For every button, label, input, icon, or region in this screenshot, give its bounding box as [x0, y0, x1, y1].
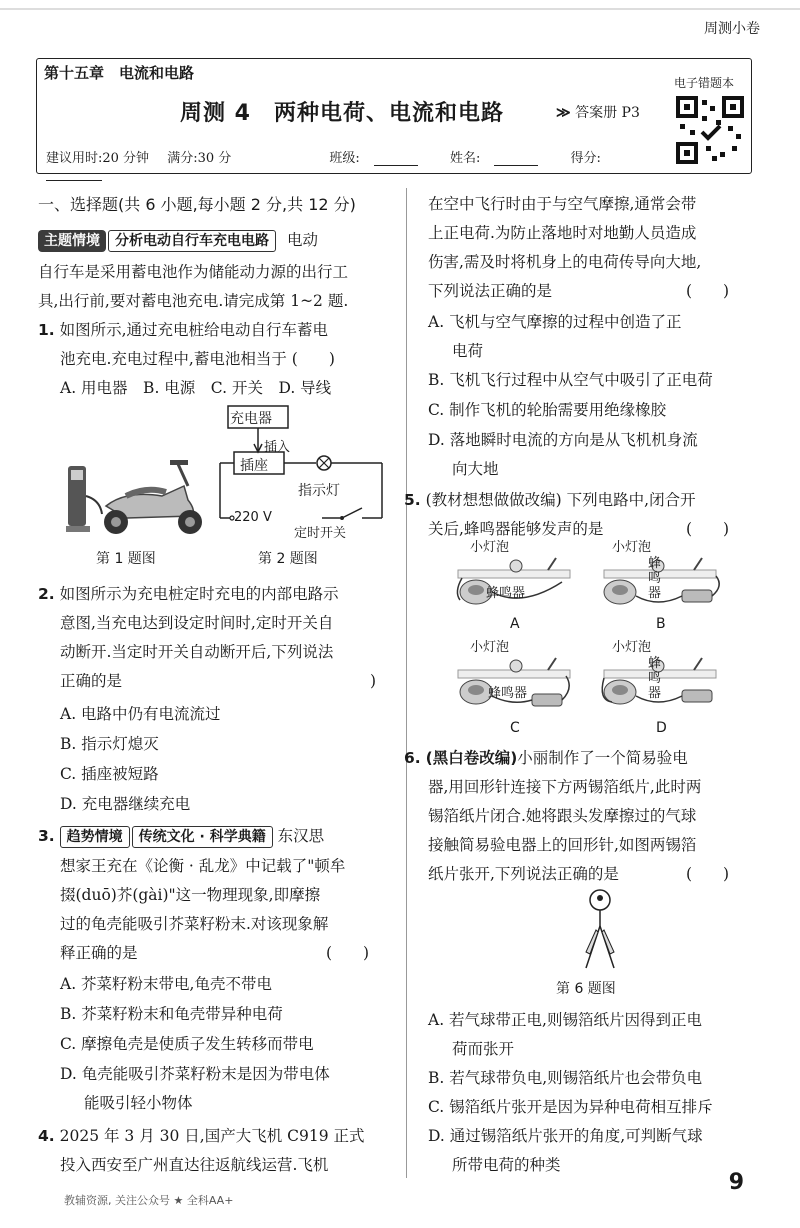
q1-options: A. 用电器 B. 电源 C. 开关 D. 导线	[60, 379, 332, 397]
name-blank[interactable]	[494, 153, 538, 166]
q6-line-1	[404, 744, 688, 773]
q5-d-bulb-label: 小灯泡	[612, 640, 652, 655]
q5-b-buzzer-char-3: 器	[648, 586, 662, 601]
fig1-scooter-illustration	[66, 456, 216, 540]
q1-line-1	[38, 316, 328, 345]
score-total-label: 满分:30 分	[167, 151, 232, 166]
q1-line-2: 池充电.充电过程中,蓄电池相当于 ( )	[60, 350, 335, 368]
q6-option-a: A. 若气球带正电,则锡箔纸片因得到正电	[428, 1011, 702, 1029]
answer-reference	[556, 102, 640, 122]
name-label: 姓名:	[449, 151, 481, 166]
q6-electroscope-figure	[560, 886, 640, 972]
q5-b-buzzer-char-1: 蜂	[648, 556, 662, 571]
q3-line-1	[38, 822, 324, 851]
q4-option-c: C. 制作飞机的轮胎需要用绝缘橡胶	[428, 401, 667, 419]
q5-d-buzzer-char-3: 器	[648, 686, 662, 701]
q5-b-bulb-label: 小灯泡	[612, 540, 652, 555]
column-divider	[406, 188, 407, 1178]
q6-number: 6.	[404, 749, 421, 767]
q6-text-1: 小丽制作了一个简易验电	[517, 749, 688, 767]
q3-line-4: 过的龟壳能吸引芥菜籽粉末.对该现象解	[60, 915, 329, 933]
q5-a-bulb-label: 小灯泡	[470, 540, 510, 555]
fig2-charger-label: 充电器	[230, 411, 272, 427]
fig2-voltage-label: 220 V	[234, 510, 272, 525]
q3-paren: ( )	[326, 944, 370, 962]
q6-tag: (黑白卷改编)	[425, 749, 518, 767]
theme-line-2: 自行车是采用蓄电池作为储能动力源的出行工	[38, 263, 349, 281]
q5-label-a: A	[510, 616, 520, 632]
q5-paren: ( )	[686, 520, 730, 538]
qr-code-icon[interactable]	[676, 96, 744, 164]
q3-tag-culture: 传统文化 · 科学典籍	[132, 826, 273, 848]
chapter-title: 第十五章 电流和电路	[44, 64, 195, 82]
q5-number: 5.	[404, 491, 421, 509]
theme-tag: 主题情境	[38, 230, 106, 252]
q4-line-2: 投入西安至广州直达往返航线运营.飞机	[60, 1156, 329, 1174]
q4-cont-1: 在空中飞行时由于与空气摩擦,通常会带	[428, 195, 697, 213]
fig2-timer-label: 定时开关	[294, 526, 347, 541]
q2-option-c: C. 插座被短路	[60, 765, 159, 783]
q6-option-c: C. 锡箔纸片张开是因为异种电荷相互排斥	[428, 1098, 713, 1116]
q6-line-2: 器,用回形针连接下方两锡箔纸片,此时两	[428, 778, 702, 796]
q1-text-1: 如图所示,通过充电桩给电动自行车蓄电	[59, 321, 329, 339]
q3-tag-trend: 趋势情境	[60, 826, 130, 848]
q5-line-2: 关后,蜂鸣器能够发声的是	[428, 520, 604, 538]
theme-line-3: 具,出行前,要对蓄电池充电.请完成第 1~2 题.	[38, 292, 349, 310]
q5-line-1	[404, 486, 696, 515]
q3-option-d-cont: 能吸引轻小物体	[84, 1094, 193, 1112]
q3-option-a: A. 芥菜籽粉末带电,龟壳不带电	[60, 975, 272, 993]
q5-b-buzzer-label	[648, 556, 661, 601]
q2-option-d: D. 充电器继续充电	[60, 795, 191, 813]
q5-a-buzzer-label: 蜂鸣器	[486, 586, 526, 601]
q4-number: 4.	[38, 1127, 55, 1145]
q2-paren: )	[370, 672, 377, 690]
q5-circuit-b	[598, 552, 728, 614]
qr-label: 电子错题本	[674, 76, 735, 90]
q2-line-2: 意图,当充电达到设定时间时,定时开关自	[60, 614, 334, 632]
q4-cont-3: 伤害,需及时将机身上的电荷传导向大地,	[428, 253, 702, 271]
q5-c-buzzer-label: 蜂鸣器	[488, 686, 528, 701]
page-title: 周测 4 两种电荷、电流和电路	[180, 101, 504, 126]
q4-cont-4: 下列说法正确的是	[428, 282, 553, 300]
q3-number: 3.	[38, 827, 55, 845]
fig2-caption: 第 2 题图	[258, 551, 318, 567]
q2-text-1: 如图所示为充电桩定时充电的内部电路示	[59, 585, 339, 603]
q6-line-4: 接触简易验电器上的回形针,如图两锡箔	[428, 836, 697, 854]
info-row	[46, 147, 666, 181]
q2-number: 2.	[38, 585, 55, 603]
fig1-caption: 第 1 题图	[96, 551, 156, 567]
q4-option-a: A. 飞机与空气摩擦的过程中创造了正	[428, 313, 682, 331]
q4-option-d-cont: 向大地	[452, 460, 499, 478]
q3-option-d: D. 龟壳能吸引芥菜籽粉末是因为带电体	[60, 1065, 330, 1083]
q5-text-1: (教材想想做做改编) 下列电路中,闭合开	[425, 491, 696, 509]
class-label: 班级:	[329, 151, 360, 166]
q4-cont-2: 上正电荷.为防止落地时对地勤人员造成	[428, 224, 697, 242]
q6-option-a-cont: 荷而张开	[452, 1040, 515, 1058]
score-label: 得分:	[570, 151, 601, 166]
time-label: 建议用时:20 分钟	[46, 151, 150, 166]
q4-option-a-cont: 电荷	[452, 342, 484, 360]
q5-d-buzzer-label	[648, 656, 661, 701]
q3-line-5: 释正确的是	[60, 944, 138, 962]
q5-label-d: D	[656, 720, 667, 736]
page-number: 9	[728, 1170, 744, 1195]
fig2-indicator-label: 指示灯	[298, 483, 340, 499]
footer-note: 教辅资源, 关注公众号 ★ 全科AA+	[64, 1194, 234, 1207]
class-field	[329, 151, 431, 166]
q3-line-2: 想家王充在《论衡 · 乱龙》中记载了"顿牟	[60, 857, 346, 875]
q5-label-c: C	[510, 720, 520, 736]
q2-option-a: A. 电路中仍有电流流过	[60, 705, 221, 723]
double-chevron-icon: ≫	[556, 105, 571, 121]
q6-option-b: B. 若气球带负电,则锡箔纸片也会带负电	[428, 1069, 703, 1087]
section-title: 一、选择题(共 6 小题,每小题 2 分,共 12 分)	[38, 195, 356, 214]
q6-line-5: 纸片张开,下列说法正确的是	[428, 865, 619, 883]
theme-block	[38, 226, 398, 255]
top-right-tag: 周测小卷	[704, 21, 760, 37]
fig2-socket-label: 插座	[240, 458, 268, 474]
q4-text-1: 2025 年 3 月 30 日,国产大飞机 C919 正式	[59, 1127, 365, 1145]
q5-d-buzzer-char-1: 蜂	[648, 656, 662, 671]
top-rule	[0, 8, 800, 10]
q2-line-1	[38, 580, 339, 609]
q2-option-b: B. 指示灯熄灭	[60, 735, 159, 753]
q2-line-3: 动断开.当定时开关自动断开后,下列说法	[60, 643, 334, 661]
q6-option-d-cont: 所带电荷的种类	[452, 1156, 561, 1174]
q1-number: 1.	[38, 321, 55, 339]
q5-b-buzzer-char-2: 鸣	[648, 571, 662, 586]
class-blank[interactable]	[374, 153, 418, 166]
theme-title: 分析电动自行车充电电路	[108, 230, 276, 252]
fig2-plugin-label: 插入	[264, 440, 291, 455]
q6-paren: ( )	[686, 865, 730, 883]
q5-d-buzzer-char-2: 鸣	[648, 671, 662, 686]
score-blank[interactable]	[46, 168, 102, 181]
q3-text-1: 东汉思	[277, 827, 325, 845]
q5-label-b: B	[656, 616, 666, 632]
q4-option-d: D. 落地瞬时电流的方向是从飞机机身流	[428, 431, 698, 449]
name-field	[450, 151, 552, 166]
q2-line-4: 正确的是	[60, 672, 123, 690]
q6-fig-caption: 第 6 题图	[556, 981, 616, 997]
q5-circuit-d	[598, 652, 728, 714]
q6-line-3: 锡箔纸片闭合.她将跟头发摩擦过的气球	[428, 807, 697, 825]
q4-option-b: B. 飞机飞行过程中从空气中吸引了正电荷	[428, 371, 713, 389]
q6-option-d: D. 通过锡箔纸片张开的角度,可判断气球	[428, 1127, 703, 1145]
q3-line-3: 掇(duō)芥(gài)"这一物理现象,即摩擦	[60, 886, 321, 904]
q3-option-c: C. 摩擦龟壳是使质子发生转移而带电	[60, 1035, 314, 1053]
q5-c-bulb-label: 小灯泡	[470, 640, 510, 655]
q3-option-b: B. 芥菜籽粉末和龟壳带异种电荷	[60, 1005, 283, 1023]
answer-ref-label: 答案册 P3	[575, 105, 640, 121]
q4-line-1	[38, 1122, 365, 1151]
theme-line-1: 电动	[286, 231, 318, 249]
q4-paren: ( )	[686, 282, 730, 300]
